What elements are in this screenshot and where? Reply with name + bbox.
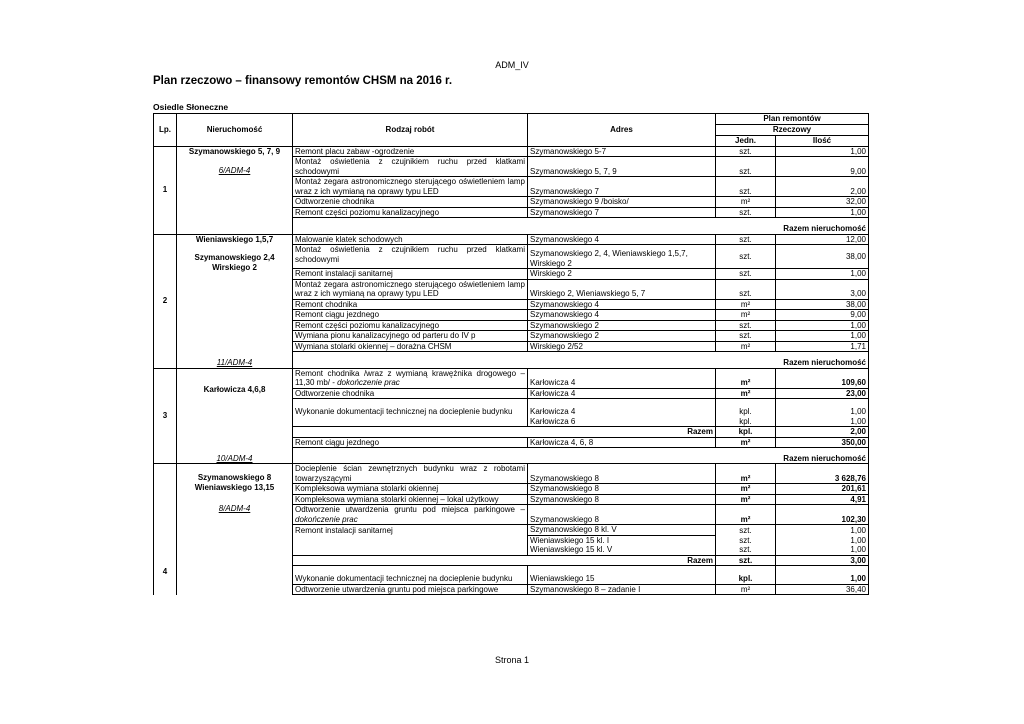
work-type: Remont instalacji sanitarnej: [293, 525, 528, 536]
summary-label: Razem nieruchomość: [776, 224, 869, 234]
work-type: Montaż zegara astronomicznego sterującego oświetleniem lamp wraz z ich wymianą na oprawy typu LED: [293, 279, 528, 299]
property-3: [177, 368, 293, 448]
quantity: 1,00: [776, 535, 869, 545]
work-type: [293, 505, 528, 525]
quantity: 1,00: [776, 207, 869, 218]
quantity: 9,00: [776, 310, 869, 321]
work-type: Remont instalacji sanitarnej: [293, 269, 528, 280]
property-code: 10/ADM-4: [177, 448, 293, 464]
address: Szymanowskiego 8: [528, 505, 716, 525]
address: Szymanowskiego 4: [528, 310, 716, 321]
col-lp: Lp.: [154, 114, 177, 147]
property-code: 6/ADM-4: [218, 166, 251, 175]
unit: m²: [716, 341, 776, 352]
unit: szt.: [716, 555, 776, 566]
quantity: 1,00: [776, 146, 869, 157]
table-row: [154, 368, 869, 388]
col-plan-remontow: Plan remontów: [716, 114, 869, 125]
quantity: 23,00: [776, 388, 869, 399]
unit: m²: [716, 584, 776, 595]
unit: szt.: [716, 146, 776, 157]
col-ilosc: Ilość: [776, 136, 869, 147]
address: Szymanowskiego 8 kl. V: [528, 525, 716, 536]
work-type: Montaż oświetlenia z czujnikiem ruchu przed klatkami schodowymi: [293, 245, 528, 269]
work-type: Docieplenie ścian zewnętrznych budynku wraz z robotami towarzyszącymi: [293, 464, 528, 484]
address: Wieniawskiego 15 kl. V: [528, 545, 716, 555]
unit: m²: [716, 494, 776, 505]
address: Szymanowskiego 2: [528, 320, 716, 331]
address: Szymanowskiego 7: [528, 207, 716, 218]
work-type: Wymiana stolarki okiennej – dorażna CHSM: [293, 341, 528, 352]
page-header: ADM_IV: [495, 60, 529, 70]
address: Szymanowskiego 8 – zadanie I: [528, 584, 716, 595]
property-2: [177, 234, 293, 358]
address: Karłowicza 4: [528, 388, 716, 399]
property-name: Szymanowskiego 2,4: [194, 253, 275, 262]
address: Szymanowskiego 9 /boisko/: [528, 197, 716, 208]
work-type: Remont placu zabaw -ogrodzenie: [293, 146, 528, 157]
quantity: 102,30: [776, 505, 869, 525]
property-name: Wirskiego 2: [212, 262, 257, 272]
work-type: Wykonanie dokumentacji technicznej na docieplenie budynku: [293, 407, 528, 417]
work-type: Remont chodnika: [293, 299, 528, 310]
work-type: Remont części poziomu kanalizacyjnego: [293, 207, 528, 218]
unit: m²: [716, 310, 776, 321]
quantity: 38,00: [776, 299, 869, 310]
work-type: Odtworzenie utwardzenia gruntu pod miejsca parkingowe: [293, 584, 528, 595]
unit: m²: [716, 388, 776, 399]
document-title: Plan rzeczowo – finansowy remontów CHSM na 2016 r.: [153, 75, 453, 87]
quantity: 9,00: [776, 157, 869, 177]
property-name: Wieniawskiego 1,5,7: [195, 234, 274, 244]
quantity: 1,00: [776, 269, 869, 280]
summary-label: Razem nieruchomość: [776, 448, 869, 464]
page-footer: Strona 1: [494, 655, 530, 665]
unit: kpl.: [716, 427, 776, 438]
summary-row: [154, 358, 869, 368]
unit: szt.: [716, 320, 776, 331]
unit: szt.: [716, 234, 776, 245]
quantity: 38,00: [776, 245, 869, 269]
work-type: Montaż zegara astronomicznego sterującego oświetleniem lamp wraz z ich wymianą na oprawy typu LED: [293, 177, 528, 197]
unit: szt.: [716, 207, 776, 218]
property-name: Szymanowskiego 5, 7, 9: [188, 146, 281, 156]
table-row: [154, 146, 869, 157]
quantity: 2,00: [776, 427, 869, 438]
work-type: Odtworzenie chodnika: [293, 388, 528, 399]
address: Szymanowskiego 8: [528, 494, 716, 505]
col-rzeczowy: Rzeczowy: [716, 125, 869, 136]
unit: m²: [716, 437, 776, 448]
quantity: 350,00: [776, 437, 869, 448]
work-type: [293, 368, 528, 388]
work-type: Wykonanie dokumentacji technicznej na docieplenie budynku: [293, 574, 528, 584]
work-type: Remont części poziomu kanalizacyjnego: [293, 320, 528, 331]
work-type: Odtworzenie chodnika: [293, 197, 528, 208]
work-type: Remont ciągu jezdnego: [293, 437, 528, 448]
estate-name: Osiedle Słoneczne: [153, 102, 229, 112]
unit: szt.: [716, 177, 776, 197]
property-1: [177, 146, 293, 234]
col-adres: Adres: [528, 114, 716, 147]
unit: szt.: [716, 331, 776, 342]
table-row: [154, 464, 869, 484]
unit: m²: [716, 505, 776, 525]
address: Wieniawskiego 15: [528, 574, 716, 584]
unit: kpl.: [716, 407, 776, 417]
property-name: Szymanowskiego 8: [197, 473, 272, 482]
lp-3: 3: [154, 368, 177, 464]
address: Karłowicza 4: [528, 407, 716, 417]
unit: szt.: [716, 245, 776, 269]
address: Wieniawskiego 15 kl. I: [528, 535, 716, 545]
quantity: 201,61: [776, 484, 869, 495]
unit: kpl.: [716, 574, 776, 584]
address: Szymanowskiego 2: [528, 331, 716, 342]
unit: kpl.: [716, 417, 776, 427]
work-type-text: Odtworzenie utwardzenia gruntu pod miejsca parkingowe –: [295, 505, 525, 514]
work-type: Montaż oświetlenia z czujnikiem ruchu przed klatkami schodowymi: [293, 157, 528, 177]
address: Szymanowskiego 8: [528, 484, 716, 495]
lp-2: 2: [154, 234, 177, 368]
quantity: 1,71: [776, 341, 869, 352]
quantity: 3,00: [776, 279, 869, 299]
unit: szt.: [716, 269, 776, 280]
unit: m²: [716, 299, 776, 310]
quantity: 4,91: [776, 494, 869, 505]
unit: szt.: [716, 535, 776, 545]
unit: m²: [716, 484, 776, 495]
quantity: 3 628,76: [776, 464, 869, 484]
address: Szymanowskiego 7: [528, 177, 716, 197]
renovation-plan-table: [153, 113, 869, 595]
work-type: Malowanie klatek schodowych: [293, 234, 528, 245]
work-type: Kompleksowa wymiana stolarki okiennej: [293, 484, 528, 495]
quantity: 1,00: [776, 417, 869, 427]
razem-label: Razem: [293, 427, 716, 438]
address: Szymanowskiego 4: [528, 234, 716, 245]
unit: szt.: [716, 525, 776, 536]
address: Szymanowskiego 8: [528, 464, 716, 484]
unit: m²: [716, 368, 776, 388]
unit: szt.: [716, 157, 776, 177]
unit: m²: [716, 464, 776, 484]
summary-row: [154, 448, 869, 464]
address: Karłowicza 4: [528, 368, 716, 388]
table-row: [154, 234, 869, 245]
unit: m²: [716, 197, 776, 208]
property-name: Karłowicza 4,6,8: [203, 385, 266, 395]
quantity: 2,00: [776, 177, 869, 197]
col-jedn: Jedn.: [716, 136, 776, 147]
lp-1: 1: [154, 146, 177, 234]
work-type-note: dokończenie prac: [337, 378, 400, 387]
property-code: 8/ADM-4: [218, 504, 251, 513]
summary-label: Razem nieruchomość: [776, 358, 869, 368]
work-type-note: dokończenie prac: [295, 514, 358, 524]
col-nieruchomosc: Nieruchomość: [177, 114, 293, 147]
lp-4: 4: [154, 464, 177, 595]
work-type: Remont ciągu jezdnego: [293, 310, 528, 321]
quantity: 1,00: [776, 331, 869, 342]
address: Szymanowskiego 5, 7, 9: [528, 157, 716, 177]
quantity: 109,60: [776, 368, 869, 388]
address: Wirskiego 2, Wieniawskiego 5, 7: [528, 279, 716, 299]
quantity: 3,00: [776, 555, 869, 566]
address: Karłowicza 4, 6, 8: [528, 437, 716, 448]
quantity: 1,00: [776, 320, 869, 331]
unit: szt.: [716, 279, 776, 299]
address: Szymanowskiego 5-7: [528, 146, 716, 157]
address: Karłowicza 6: [528, 417, 716, 427]
work-type-text: Remont chodnika /wraz z wymianą krawężnika drogowego – 11,30 mb/ -: [295, 368, 525, 387]
address: Szymanowskiego 4: [528, 299, 716, 310]
razem-label: Razem: [293, 555, 716, 566]
quantity: 1,00: [776, 407, 869, 417]
quantity: 1,00: [776, 574, 869, 584]
col-rodzaj-robot: Rodzaj robót: [293, 114, 528, 147]
address: Wirskiego 2: [528, 269, 716, 280]
quantity: 1,00: [776, 525, 869, 536]
quantity: 32,00: [776, 197, 869, 208]
address: Szymanowskiego 2, 4, Wieniawskiego 1,5,7, Wirskiego 2: [528, 245, 716, 269]
quantity: 1,00: [776, 545, 869, 555]
property-name: Wieniawskiego 13,15: [194, 482, 275, 492]
quantity: 36,40: [776, 584, 869, 595]
quantity: 12,00: [776, 234, 869, 245]
work-type: Wymiana pionu kanalizacyjnego od parteru do IV p: [293, 331, 528, 342]
work-type: Kompleksowa wymiana stolarki okiennej – lokal użytkowy: [293, 494, 528, 505]
address: Wirskiego 2/52: [528, 341, 716, 352]
unit: szt.: [716, 545, 776, 555]
property-code: 11/ADM-4: [177, 358, 293, 368]
property-4: [177, 464, 293, 595]
